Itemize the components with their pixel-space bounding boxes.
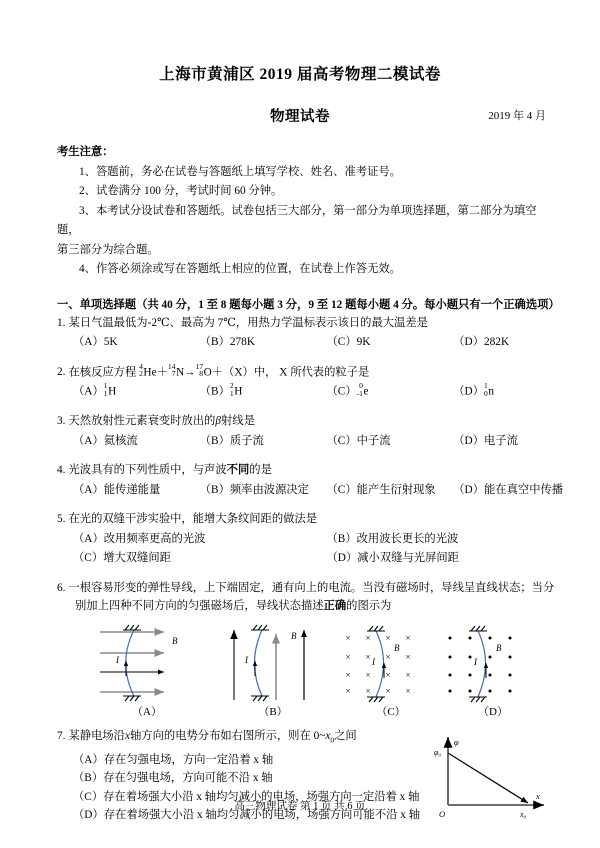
- option-a-symbol: H: [108, 385, 117, 398]
- notice-item-3: 3、本考试分设试卷和答题纸。试卷包括三大部分，第一部分为单项选择题，第二部分为填空题，: [57, 204, 537, 236]
- notice-item-2: 2、试卷满分 100 分，考试时间 60 分钟。: [79, 185, 283, 197]
- svg-text:×: ×: [405, 669, 411, 680]
- question-4-stem: [57, 461, 580, 480]
- svg-text:×: ×: [365, 669, 371, 680]
- svg-text:×: ×: [345, 651, 351, 662]
- svg-text:×: ×: [345, 685, 351, 696]
- figure-d-label: （D）: [478, 705, 508, 718]
- doc-date: 2019 年 4 月: [488, 110, 546, 122]
- question-3-number: 3.: [57, 415, 66, 428]
- figure-a-field-label: B: [172, 635, 178, 646]
- svg-text:×: ×: [385, 632, 391, 643]
- eq-plus-1: ＋: [156, 365, 168, 378]
- svg-text:×: ×: [365, 685, 371, 696]
- question-1-option-d[interactable]: （D）282K: [453, 336, 510, 348]
- question-4-text-b: 的是: [249, 464, 272, 477]
- notice-item-1: 1、答题前，务必在试卷与答题纸上填写学校、姓名、准考证号。: [79, 165, 401, 178]
- question-4-emphasis: 不同: [226, 464, 250, 477]
- question-7-text-c: 之间: [334, 729, 357, 742]
- question-3: [0, 412, 600, 450]
- question-1-number: 1.: [57, 316, 66, 329]
- question-7-text-a: 某静电场沿: [68, 729, 125, 742]
- nuclide-oxygen-symbol: O: [203, 365, 212, 378]
- question-3-option-d[interactable]: （D）电子流: [453, 434, 518, 447]
- graph-y-axis-label: φ: [454, 736, 459, 747]
- question-2-options: [57, 382, 580, 401]
- question-7-x0-symbol: x: [325, 729, 331, 742]
- question-7-option-d[interactable]: （D）存在着场强大小沿 x 轴均匀减小的电场，场强方向可能不沿 x 轴: [73, 809, 421, 822]
- question-5-number: 5.: [57, 513, 66, 526]
- figure-option-d[interactable]: [438, 620, 548, 720]
- question-5-options-row-2: [57, 549, 580, 568]
- svg-text:×: ×: [345, 669, 351, 680]
- graph-x-intercept-label: x₀: [520, 809, 527, 819]
- svg-text:×: ×: [385, 669, 391, 680]
- question-1-text: 某日气温最低为-2℃、最高为 7℃，用热力学温标表示该日的最大温差是: [68, 316, 428, 329]
- question-7-option-b[interactable]: （B）存在匀强电场，方向可能不沿 x 轴: [73, 772, 273, 785]
- eq-unknown-x: （X）: [223, 365, 254, 378]
- svg-text:×: ×: [345, 632, 351, 643]
- graph-x-axis-label: x: [536, 790, 540, 801]
- question-4-number: 4.: [57, 464, 66, 477]
- figure-b-current-label: I: [245, 654, 248, 665]
- question-1-option-a[interactable]: （A）5K: [73, 336, 118, 348]
- question-7-x-symbol: x: [124, 729, 130, 742]
- svg-text:×: ×: [385, 685, 391, 696]
- spacer: [0, 352, 600, 363]
- question-5-text: 在光的双缝干涉实验中，能增大条纹间距的做法是: [68, 513, 318, 526]
- figure-option-a[interactable]: [92, 620, 202, 720]
- question-3-option-b[interactable]: （B）质子流: [199, 434, 264, 447]
- spacer: [0, 450, 600, 461]
- question-2-text-post: 中， X 所代表的粒子是: [253, 365, 370, 378]
- question-5-option-c[interactable]: （C）增大双缝间距: [73, 552, 171, 565]
- question-5: [0, 510, 600, 568]
- doc-subtitle: 物理试卷: [270, 109, 330, 125]
- question-2-text-pre: 在核反应方程: [68, 365, 137, 378]
- svg-text:×: ×: [365, 632, 371, 643]
- option-c-symbol: e: [363, 385, 369, 398]
- question-1-stem: [57, 314, 580, 333]
- graph-y-intercept-label: φ₀: [434, 747, 442, 757]
- page-title: 上海市黄浦区 2019 届高考物理二模试卷: [159, 66, 441, 83]
- figure-a-current-label: I: [116, 654, 119, 665]
- question-6: [0, 579, 600, 616]
- candidate-notice: [0, 143, 600, 280]
- notice-item-4: 4、作答必须涂或写在答题纸上相应的位置，在试卷上作答无效。: [79, 263, 401, 275]
- svg-text:×: ×: [405, 685, 411, 696]
- eq-arrow: →: [184, 365, 196, 378]
- question-4: [0, 461, 600, 499]
- figure-c-field-label: B: [394, 642, 400, 653]
- question-3-text-a: 天然放射性元素衰变时放出的: [68, 415, 216, 428]
- svg-text:×: ×: [405, 651, 411, 662]
- spacer: [0, 568, 600, 579]
- question-5-option-b[interactable]: （B）改用波长更长的光波: [326, 532, 459, 545]
- svg-text:×: ×: [365, 651, 371, 662]
- figure-d-current-label: I: [474, 656, 477, 667]
- question-6-emphasis: 正确: [323, 600, 347, 613]
- option-b-indices: 2 1: [229, 381, 234, 399]
- question-1-option-b[interactable]: （B）278K: [199, 336, 255, 348]
- figure-option-b[interactable]: [218, 620, 328, 720]
- question-3-stem: [57, 412, 580, 431]
- svg-text:×: ×: [405, 632, 411, 643]
- spacer: [0, 401, 600, 412]
- figure-b-field-label: B: [291, 630, 297, 641]
- question-2-option-c[interactable]: [327, 382, 454, 401]
- question-4-option-d[interactable]: （D）能在真空中传播: [453, 483, 564, 496]
- question-4-options: [57, 481, 580, 500]
- question-2-number: 2.: [57, 365, 66, 378]
- question-3-text-b: 射线是: [221, 415, 255, 428]
- question-7-number: 7.: [57, 729, 66, 742]
- question-5-options-row-1: [57, 530, 580, 549]
- question-2-option-d[interactable]: [453, 382, 580, 401]
- question-5-option-d[interactable]: （D）减小双缝与光屏间距: [326, 552, 459, 565]
- question-3-options: [57, 432, 580, 451]
- option-d-symbol: n: [488, 385, 494, 398]
- question-6-figure-group: [0, 620, 600, 720]
- svg-text:×: ×: [385, 651, 391, 662]
- question-4-option-c[interactable]: （C）能产生衍射现象: [326, 483, 436, 496]
- question-5-stem: [57, 510, 580, 529]
- option-b-label: （B）: [199, 385, 230, 398]
- question-4-option-a[interactable]: （A）能传递能量: [73, 483, 161, 496]
- figure-c-label: （C）: [376, 705, 406, 718]
- option-c-indices: 0 -1: [356, 381, 363, 399]
- question-4-option-b[interactable]: （B）频率由波源决定: [199, 483, 309, 496]
- option-b-symbol: H: [234, 385, 243, 398]
- section-one-heading: 一、单项选择题（共 40 分，1 至 8 题每小题 3 分，9 至 12 题每小题 4 分。每小题只有一个正确选项）: [57, 298, 560, 311]
- figure-b-label: （B）: [258, 705, 288, 718]
- question-6-text-line-2a: 别加上四种不同方向的匀强磁场后，导线状态描述: [75, 600, 324, 613]
- notice-heading: 考生注意：: [57, 146, 114, 158]
- option-d-label: （D）: [453, 385, 485, 398]
- figure-d-field-label: B: [496, 642, 502, 653]
- question-7-option-c[interactable]: （C）存在着场强大小沿 x 轴均匀减小的电场，场强方向一定沿着 x 轴: [73, 790, 420, 803]
- nuclide-helium-indices: 4 2: [139, 361, 143, 379]
- question-2-stem: [57, 363, 580, 382]
- nuclide-nitrogen-symbol: N: [176, 365, 185, 378]
- question-7-text-b: 轴方向的电势分布如右图所示，则在 0~: [130, 729, 326, 742]
- question-2-option-b[interactable]: [200, 382, 327, 401]
- question-1: [0, 314, 600, 352]
- question-3-option-a[interactable]: （A）氦核流: [73, 434, 138, 447]
- option-a-indices: 1 1: [103, 381, 108, 399]
- question-4-text-a: 光波具有的下列性质中，与声波: [68, 464, 227, 477]
- question-6-text-line-2b: 的图示为: [346, 600, 392, 613]
- question-7-x0-subscript: 0: [330, 735, 335, 745]
- question-2: [0, 363, 600, 402]
- spacer: [0, 720, 600, 727]
- graph-origin-label: O: [439, 808, 446, 819]
- eq-plus-2: ＋: [211, 365, 224, 378]
- spacer: [0, 499, 600, 510]
- figure-c-current-label: I: [372, 656, 375, 667]
- question-6-text-line-1: 一根容易形变的弹性导线，上下端固定，通有向上的电流。当没有磁场时，导线呈直线状态；当分: [68, 581, 555, 594]
- notice-item-3-cont: 第三部分为综合题。: [57, 243, 159, 256]
- question-6-number: 6.: [57, 581, 66, 594]
- question-5-option-a[interactable]: （A）改用频率更高的光波: [73, 532, 206, 545]
- option-d-indices: 1 0: [484, 381, 488, 399]
- subtitle-row: [0, 105, 600, 125]
- question-6-stem-line-2: [57, 597, 580, 616]
- beta-symbol: β: [215, 415, 221, 428]
- question-7-option-a[interactable]: （A）存在匀强电场，方向一定沿着 x 轴: [73, 753, 274, 766]
- nuclide-oxygen-indices: 17 8: [195, 361, 204, 379]
- question-1-option-c[interactable]: （C）9K: [326, 336, 371, 348]
- question-2-option-a[interactable]: [73, 382, 200, 401]
- question-3-option-c[interactable]: （C）中子流: [326, 434, 391, 447]
- nuclide-nitrogen-indices: 14 7: [167, 361, 176, 379]
- page-footer: 高三物理试卷 第 1 页 共 6 页: [234, 801, 366, 812]
- nuclide-helium-symbol: He: [143, 365, 157, 378]
- figure-option-c[interactable]: [336, 620, 446, 720]
- question-1-options: [57, 333, 580, 352]
- question-6-stem-line-1: [57, 579, 580, 598]
- option-c-label: （C）: [326, 385, 357, 398]
- option-a-label: （A）: [73, 385, 104, 398]
- figure-a-label: （A）: [132, 705, 162, 718]
